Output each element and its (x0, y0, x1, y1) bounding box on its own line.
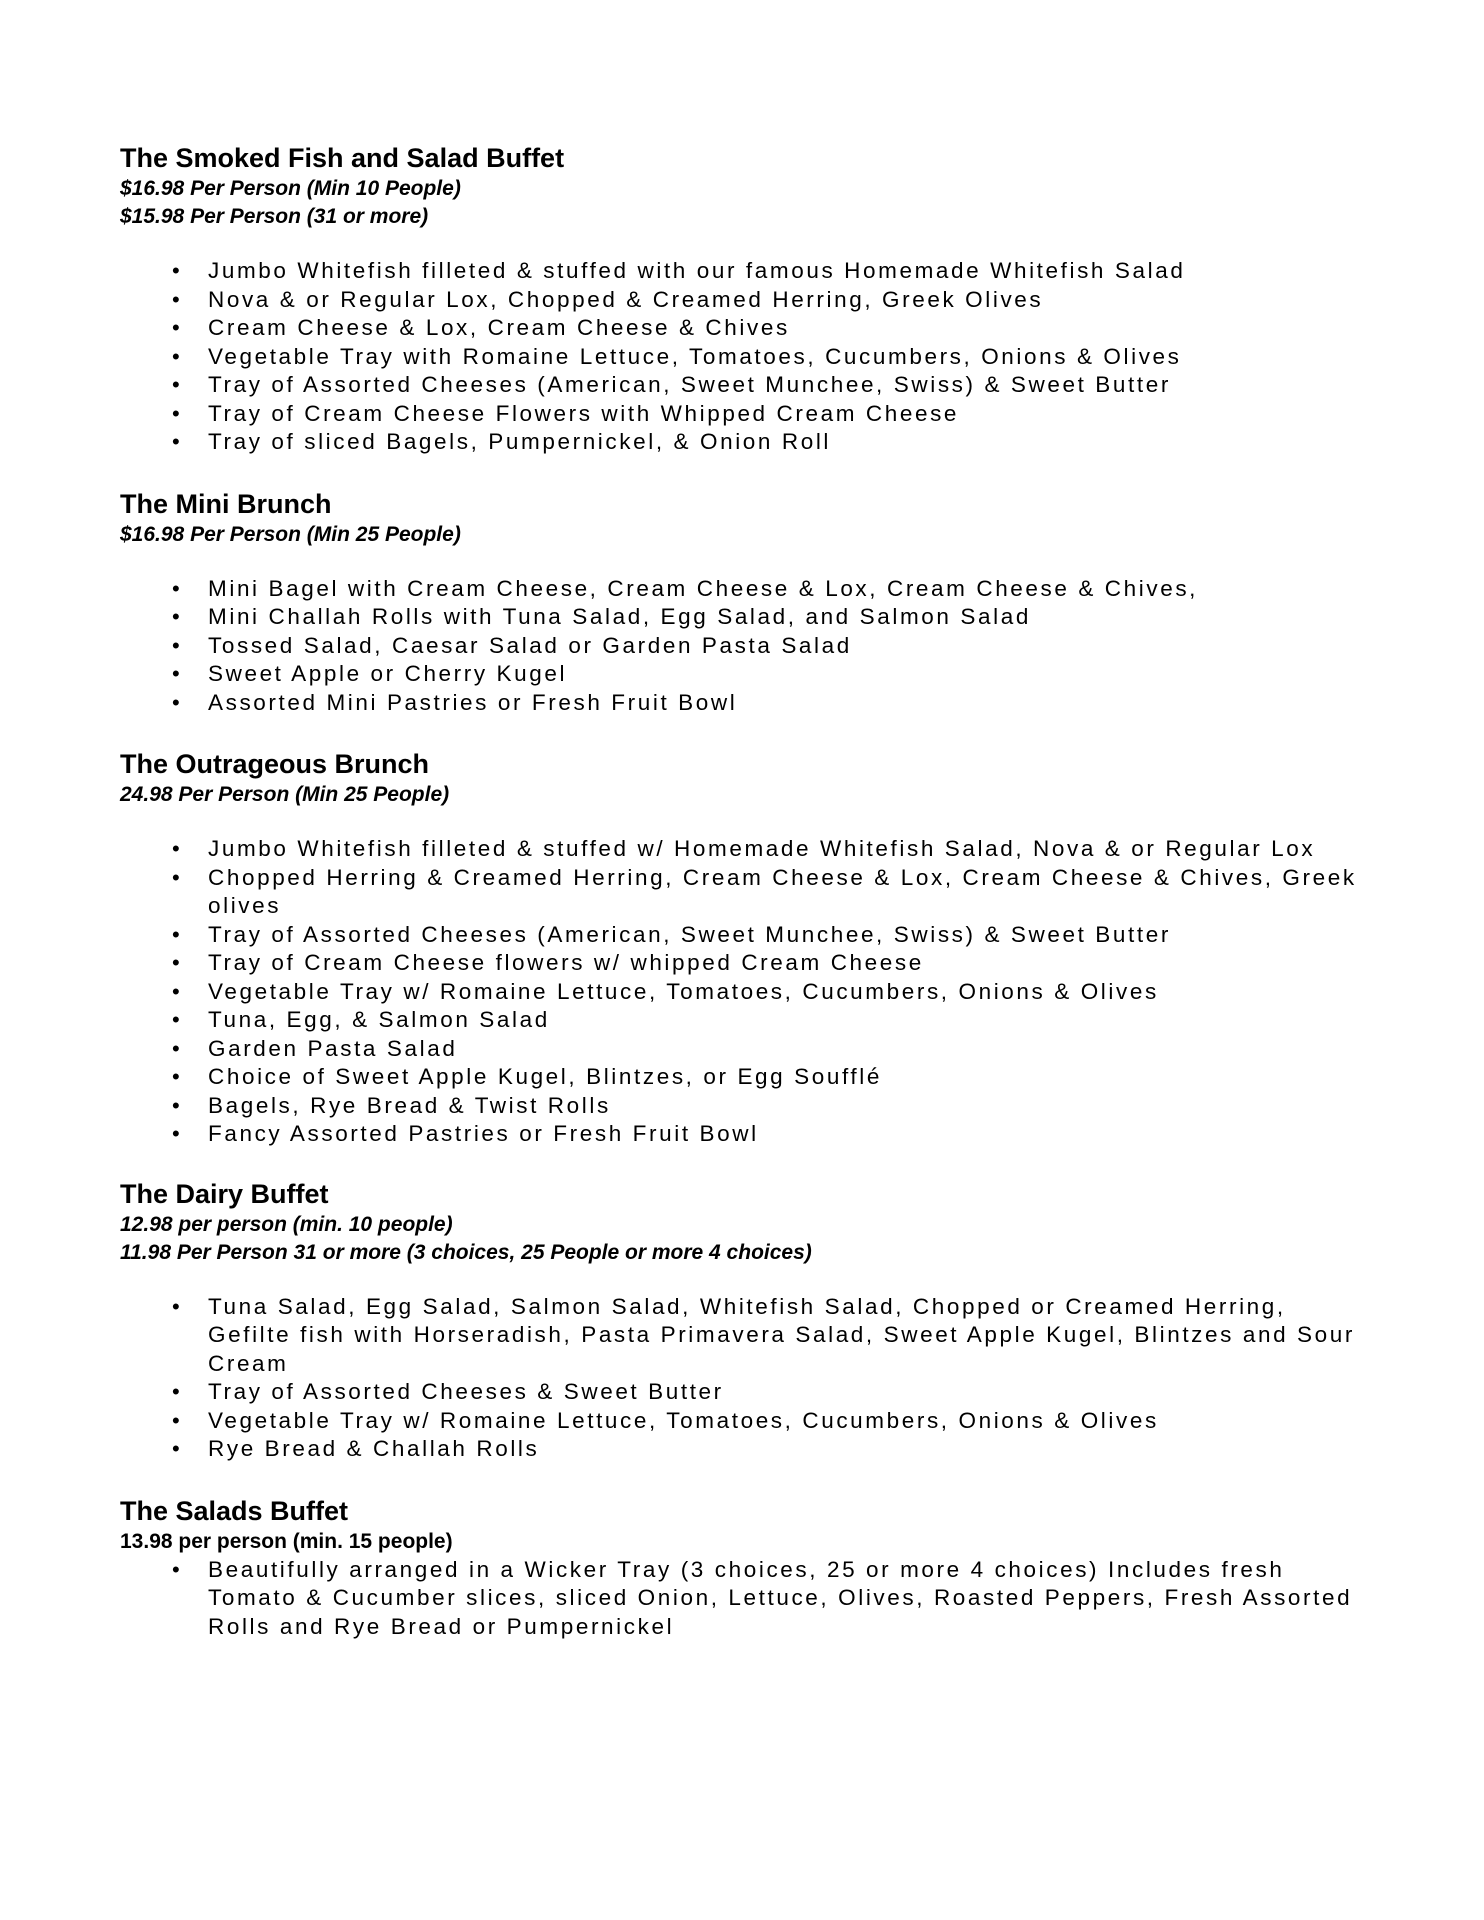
bullet-icon: • (172, 836, 180, 861)
list-item (120, 1092, 1370, 1121)
section-title: The Smoked Fish and Salad Buffet (120, 143, 565, 173)
bullet-icon: • (172, 1007, 180, 1032)
bullet-icon: • (172, 1092, 180, 1118)
price-line: $16.98 Per Person (Min 10 People) (120, 177, 461, 200)
item-text: Mini Challah Rolls with Tuna Salad, Egg Salad, and Salmon Salad (208, 604, 1031, 629)
list-item (120, 835, 1370, 864)
price-line: 24.98 Per Person (Min 25 People) (120, 783, 450, 806)
list-item (120, 1120, 1370, 1149)
item-list (120, 1293, 1370, 1464)
list-item (120, 1293, 1370, 1379)
item-text: Tray of Cream Cheese Flowers with Whipped Cream Cheese (208, 400, 960, 426)
price-line: 12.98 per person (min. 10 people) (120, 1212, 453, 1236)
bullet-icon: • (172, 575, 180, 601)
price-line: 11.98 Per Person 31 or more (3 choices, 25 People or more 4 choices) (120, 1240, 812, 1264)
item-text: Tray of sliced Bagels, Pumpernickel, & Onion Roll (208, 429, 832, 454)
menu-page (120, 141, 1370, 1641)
list-item (120, 1035, 1370, 1064)
item-text: Bagels, Rye Bread & Twist Rolls (208, 1092, 611, 1118)
list-item (120, 689, 1370, 718)
item-text: Tray of Assorted Cheeses (American, Sweet Munchee, Swiss) & Sweet Butter (208, 372, 1171, 397)
bullet-icon: • (172, 978, 180, 1004)
item-text: Chopped Herring & Creamed Herring, Cream Cheese & Lox, Cream Cheese & Chives, Greek olives (208, 864, 1357, 918)
list-item (120, 1378, 1370, 1407)
bullet-icon: • (172, 315, 180, 340)
item-text: Jumbo Whitefish filleted & stuffed w/ Homemade Whitefish Salad, Nova & or Regular Lox (208, 836, 1316, 861)
item-text: Rye Bread & Challah Rolls (208, 1436, 540, 1461)
list-item (120, 428, 1370, 457)
bullet-icon: • (172, 1035, 180, 1061)
item-text: Fancy Assorted Pastries or Fresh Fruit Bowl (208, 1121, 759, 1146)
item-list (120, 1556, 1370, 1642)
item-text: Cream Cheese & Lox, Cream Cheese & Chives (208, 315, 790, 340)
item-text: Tuna Salad, Egg Salad, Salmon Salad, Whitefish Salad, Chopped or Creamed Herring, Gefilte fish with Horseradish, Pasta Primavera Salad, Sweet Apple Kugel, Blintzes and Sour Cream (208, 1293, 1355, 1376)
bullet-icon: • (172, 1064, 180, 1089)
item-text: Tray of Assorted Cheeses (American, Sweet Munchee, Swiss) & Sweet Butter (208, 921, 1171, 947)
list-item (120, 632, 1370, 661)
price-line: $15.98 Per Person (31 or more) (120, 205, 429, 228)
bullet-icon: • (172, 429, 180, 454)
list-item (120, 660, 1370, 689)
item-text: Vegetable Tray w/ Romaine Lettuce, Tomatoes, Cucumbers, Onions & Olives (208, 978, 1159, 1004)
list-item (120, 1407, 1370, 1436)
item-text: Vegetable Tray w/ Romaine Lettuce, Tomatoes, Cucumbers, Onions & Olives (208, 1407, 1159, 1433)
bullet-icon: • (172, 1556, 180, 1582)
item-text: Nova & or Regular Lox, Chopped & Creamed Herring, Greek Olives (208, 286, 1044, 312)
bullet-icon: • (172, 258, 180, 283)
bullet-icon: • (172, 372, 180, 397)
item-text: Tuna, Egg, & Salmon Salad (208, 1007, 550, 1032)
bullet-icon: • (172, 1436, 180, 1461)
bullet-icon: • (172, 1293, 180, 1319)
bullet-icon: • (172, 343, 180, 369)
bullet-icon: • (172, 632, 180, 658)
item-text: Mini Bagel with Cream Cheese, Cream Cheese & Lox, Cream Cheese & Chives, (208, 575, 1199, 601)
list-item (120, 343, 1370, 372)
bullet-icon: • (172, 1379, 180, 1404)
item-text: Tray of Cream Cheese flowers w/ whipped Cream Cheese (208, 950, 924, 975)
bullet-icon: • (172, 1407, 180, 1433)
item-text: Choice of Sweet Apple Kugel, Blintzes, or Egg Soufflé (208, 1064, 882, 1089)
item-list (120, 575, 1370, 718)
section-dairy-buffet (120, 1177, 1370, 1464)
item-text: Tray of Assorted Cheeses & Sweet Butter (208, 1379, 724, 1404)
list-item (120, 603, 1370, 632)
list-item (120, 1006, 1370, 1035)
item-text: Vegetable Tray with Romaine Lettuce, Tomatoes, Cucumbers, Onions & Olives (208, 343, 1182, 369)
item-text: Sweet Apple or Cherry Kugel (208, 661, 568, 686)
bullet-icon: • (172, 400, 180, 426)
bullet-icon: • (172, 921, 180, 947)
item-text: Assorted Mini Pastries or Fresh Fruit Bowl (208, 689, 738, 715)
bullet-icon: • (172, 661, 180, 686)
list-item (120, 949, 1370, 978)
section-mini-brunch (120, 487, 1370, 718)
list-item (120, 371, 1370, 400)
bullet-icon: • (172, 604, 180, 629)
list-item (120, 400, 1370, 429)
list-item (120, 921, 1370, 950)
list-item (120, 1556, 1370, 1642)
list-item (120, 1063, 1370, 1092)
item-text: Beautifully arranged in a Wicker Tray (3 choices, 25 or more 4 choices) Includes fresh Tomato & Cucumber slices, sliced Onion, Lettuce, Olives, Roasted Peppers, Fresh Assorted Rolls and Rye Bread or Pumpernickel (208, 1556, 1353, 1639)
section-title: The Salads Buffet (120, 1495, 349, 1526)
section-smoked-fish-buffet (120, 141, 1370, 457)
list-item (120, 575, 1370, 604)
list-item (120, 864, 1370, 921)
bullet-icon: • (172, 689, 180, 715)
list-item (120, 314, 1370, 343)
section-title: The Mini Brunch (120, 488, 332, 519)
bullet-icon: • (172, 864, 180, 890)
list-item (120, 1435, 1370, 1464)
item-list (120, 835, 1370, 1149)
bullet-icon: • (172, 950, 180, 975)
section-salads-buffet (120, 1494, 1370, 1642)
list-item (120, 978, 1370, 1007)
price-line: $16.98 Per Person (Min 25 People) (120, 522, 461, 546)
price-line: 13.98 per person (min. 15 people) (120, 1529, 453, 1553)
list-item (120, 286, 1370, 315)
section-outrageous-brunch (120, 747, 1370, 1149)
item-text: Tossed Salad, Caesar Salad or Garden Pasta Salad (208, 632, 852, 658)
list-item (120, 257, 1370, 286)
item-text: Garden Pasta Salad (208, 1035, 458, 1061)
bullet-icon: • (172, 1121, 180, 1146)
item-list (120, 257, 1370, 457)
item-text: Jumbo Whitefish filleted & stuffed with our famous Homemade Whitefish Salad (208, 258, 1186, 283)
section-title: The Dairy Buffet (120, 1178, 329, 1209)
section-title: The Outrageous Brunch (120, 749, 430, 779)
bullet-icon: • (172, 286, 180, 312)
